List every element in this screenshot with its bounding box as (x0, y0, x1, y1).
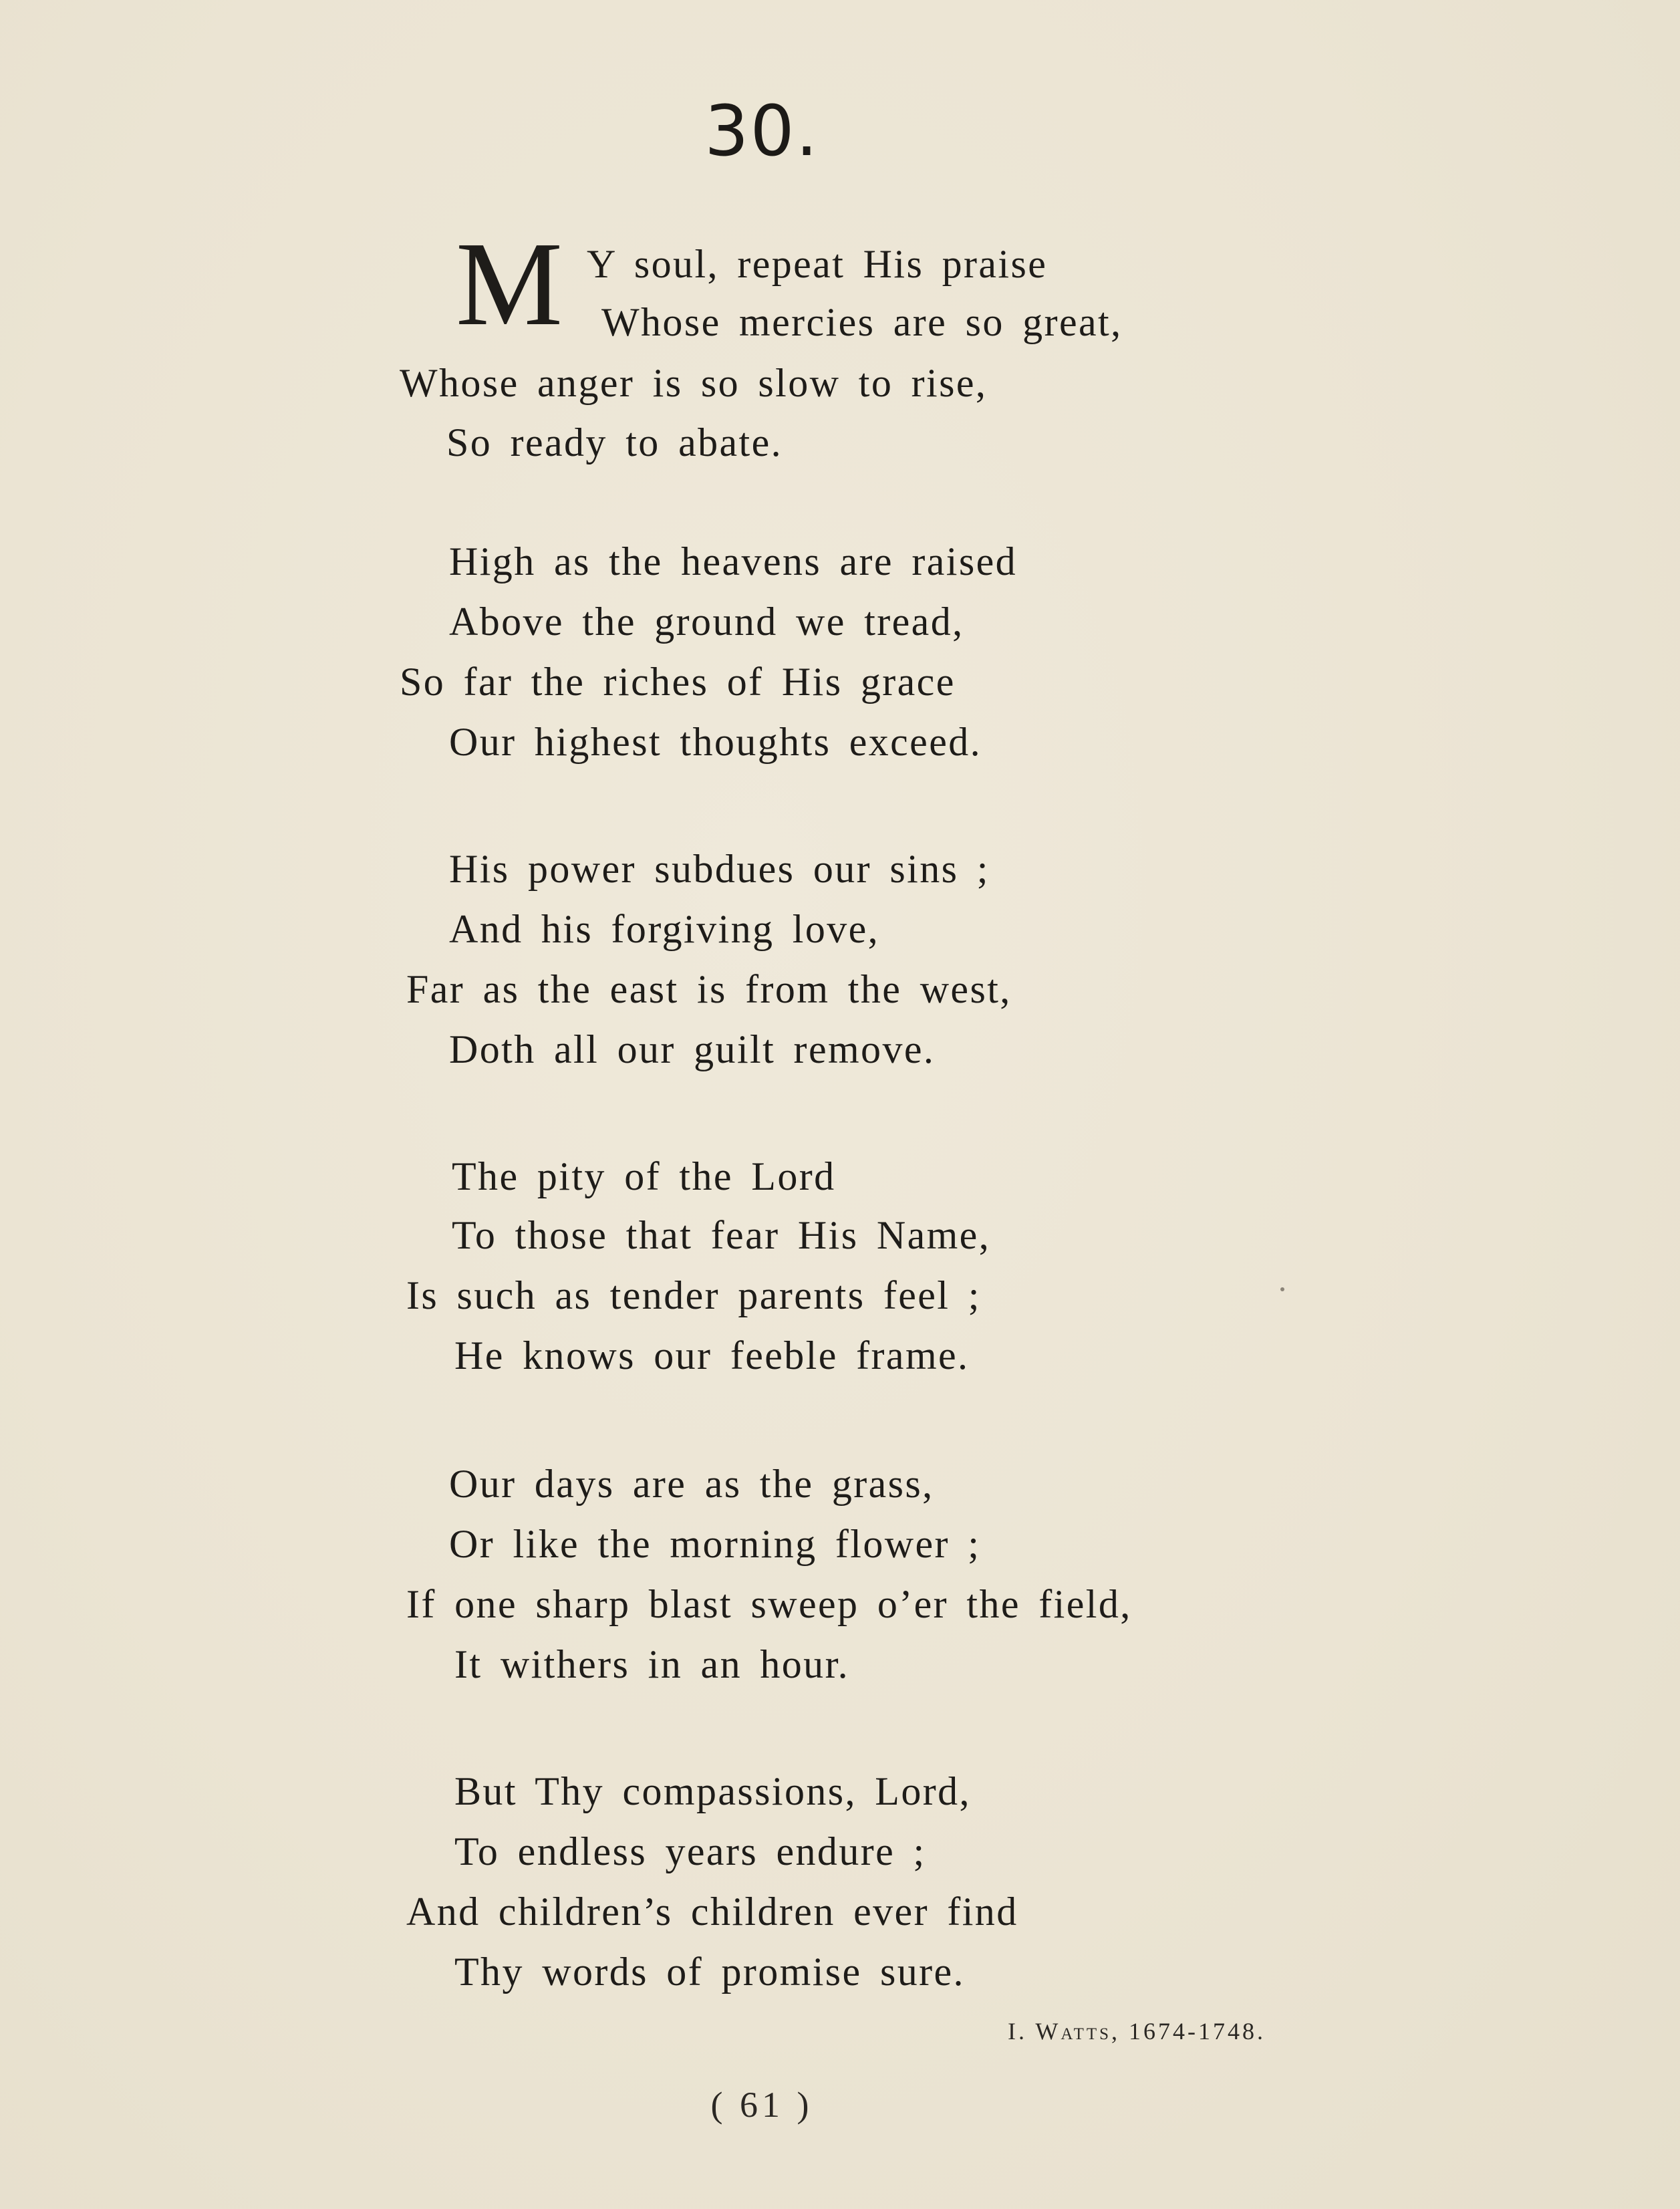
poem-line: Above the ground we tread, (449, 600, 964, 644)
hymn-number: 30. (704, 90, 819, 172)
poem-line: So ready to abate. (446, 420, 783, 465)
page-number: ( 61 ) (710, 2085, 813, 2125)
poem-line: And his forgiving love, (449, 907, 880, 951)
poem-line: But Thy compassions, Lord, (454, 1769, 971, 1813)
poem-line: To those that fear His Name, (452, 1213, 991, 1257)
poem-line: The pity of the Lord (452, 1154, 836, 1198)
poem-line: Our highest thoughts exceed. (449, 720, 982, 764)
poem-line: It withers in an hour. (454, 1642, 850, 1686)
paper-speck (1280, 1287, 1284, 1291)
poem-line: Our days are as the grass, (449, 1462, 934, 1506)
poem-line: To endless years endure ; (454, 1829, 926, 1873)
poem-line: Far as the east is from the west, (406, 967, 1012, 1011)
poem-line: Y soul, repeat His praise (587, 242, 1048, 286)
poem-line: Or like the morning flower ; (449, 1522, 981, 1566)
poem-line: Whose anger is so slow to rise, (400, 361, 988, 405)
drop-cap: M (456, 217, 563, 350)
poem-line: Whose mercies are so great, (601, 300, 1123, 344)
poem-line: Doth all our guilt remove. (449, 1027, 936, 1071)
poem-line: Thy words of promise sure. (454, 1950, 965, 1994)
poem-line: His power subdues our sins ; (449, 847, 990, 891)
poem-line: He knows our feeble frame. (454, 1333, 970, 1378)
poem-line: If one sharp blast sweep o’er the field, (406, 1582, 1132, 1626)
poem-line: And children’s children ever find (406, 1890, 1018, 1934)
poem-line: Is such as tender parents feel ; (406, 1273, 981, 1317)
poem-line: So far the riches of His grace (400, 660, 956, 704)
poem-line: High as the heavens are raised (449, 539, 1018, 583)
attribution: I. Watts, 1674-1748. (1008, 2018, 1266, 2045)
